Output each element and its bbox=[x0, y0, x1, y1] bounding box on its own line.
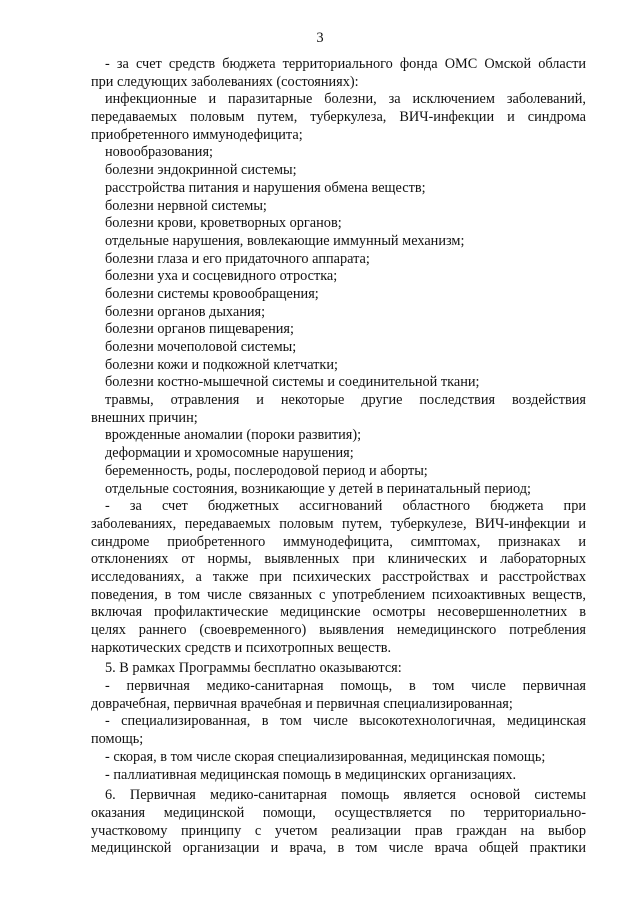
text-line: - первичная медико-санитарная помощь, в том числе первичная bbox=[105, 678, 586, 695]
text-line: - за счет бюджетных ассигнований областного бюджета при bbox=[105, 498, 586, 515]
text-line: болезни крови, кроветворных органов; bbox=[105, 215, 342, 232]
text-line: болезни глаза и его придаточного аппарата; bbox=[105, 250, 370, 267]
text-line: включая профилактические медицинские осмотры несовершеннолетних в bbox=[91, 604, 586, 621]
text-line: отклонениях от нормы, выявленных при клинических и лабораторных bbox=[91, 551, 586, 568]
text-line: травмы, отравления и некоторые другие последствия воздействия bbox=[105, 392, 586, 409]
page-number: 3 bbox=[316, 30, 324, 46]
text-line: инфекционные и паразитарные болезни, за исключением заболеваний, bbox=[105, 91, 586, 108]
text-line: приобретенного иммунодефицита; bbox=[91, 126, 303, 143]
text-line: болезни органов дыхания; bbox=[105, 303, 266, 320]
text-line: врожденные аномалии (пороки развития); bbox=[105, 427, 362, 444]
text-line: - паллиативная медицинская помощь в медицинских организациях. bbox=[105, 766, 517, 783]
text-line: помощь; bbox=[91, 731, 144, 748]
text-line: оказания медицинской помощи, осуществляется по территориально- bbox=[91, 804, 586, 821]
text-line: новообразования; bbox=[105, 144, 213, 161]
text-line: наркотических средств и психотропных веществ. bbox=[91, 639, 392, 656]
text-line: 5. В рамках Программы бесплатно оказываются: bbox=[105, 660, 402, 677]
text-line: болезни кожи и подкожной клетчатки; bbox=[105, 356, 338, 373]
text-line: при следующих заболеваниях (состояниях): bbox=[91, 73, 359, 90]
text-line: целях раннего (своевременного) выявления немедицинского потребления bbox=[91, 622, 586, 638]
text-line: доврачебная, первичная врачебная и первичная специализированная; bbox=[91, 695, 513, 712]
text-line: болезни костно-мышечной системы и соединительной ткани; bbox=[105, 374, 480, 391]
text-line: беременность, роды, послеродовой период и аборты; bbox=[105, 462, 428, 479]
text-line: синдроме приобретенного иммунодефицита, симптомах, признаках и bbox=[91, 533, 586, 550]
text-line: болезни нервной системы; bbox=[105, 197, 267, 214]
text-line: - скорая, в том числе скорая специализированная, медицинская помощь; bbox=[105, 748, 546, 765]
text-line: внешних причин; bbox=[91, 409, 198, 426]
text-line: расстройства питания и нарушения обмена веществ; bbox=[105, 179, 426, 196]
text-line: болезни органов пищеварения; bbox=[105, 321, 294, 338]
text-line: отдельные нарушения, вовлекающие иммунный механизм; bbox=[105, 232, 465, 249]
text-line: медицинской организации и врача, в том числе врача общей практики bbox=[91, 840, 586, 857]
text-line: болезни системы кровообращения; bbox=[105, 285, 319, 302]
text-line: передаваемых половым путем, туберкулеза, ВИЧ-инфекции и синдрома bbox=[91, 109, 586, 126]
text-line: заболеваниях, передаваемых половым путем, туберкулезе, ВИЧ-инфекции и bbox=[91, 515, 586, 532]
text-line: исследованиях, а также при психических расстройствах и расстройствах bbox=[91, 568, 586, 585]
text-line: - специализированная, в том числе высокотехнологичная, медицинская bbox=[105, 713, 586, 730]
text-line: деформации и хромосомные нарушения; bbox=[105, 445, 354, 462]
text-line: отдельные состояния, возникающие у детей в перинатальный период; bbox=[105, 480, 532, 497]
text-line: - за счет средств бюджета территориального фонда ОМС Омской области bbox=[105, 56, 586, 72]
text-line: поведения, в том числе связанных с употреблением психоактивных веществ, bbox=[91, 586, 586, 603]
body-text bbox=[91, 56, 586, 858]
text-line: участковому принципу с учетом реализации прав граждан на выбор bbox=[91, 822, 586, 839]
text-line: болезни уха и сосцевидного отростка; bbox=[105, 268, 338, 285]
text-line: болезни эндокринной системы; bbox=[105, 162, 297, 179]
text-line: 6. Первичная медико-санитарная помощь является основой системы bbox=[105, 787, 586, 804]
text-line: болезни мочеполовой системы; bbox=[105, 339, 297, 355]
